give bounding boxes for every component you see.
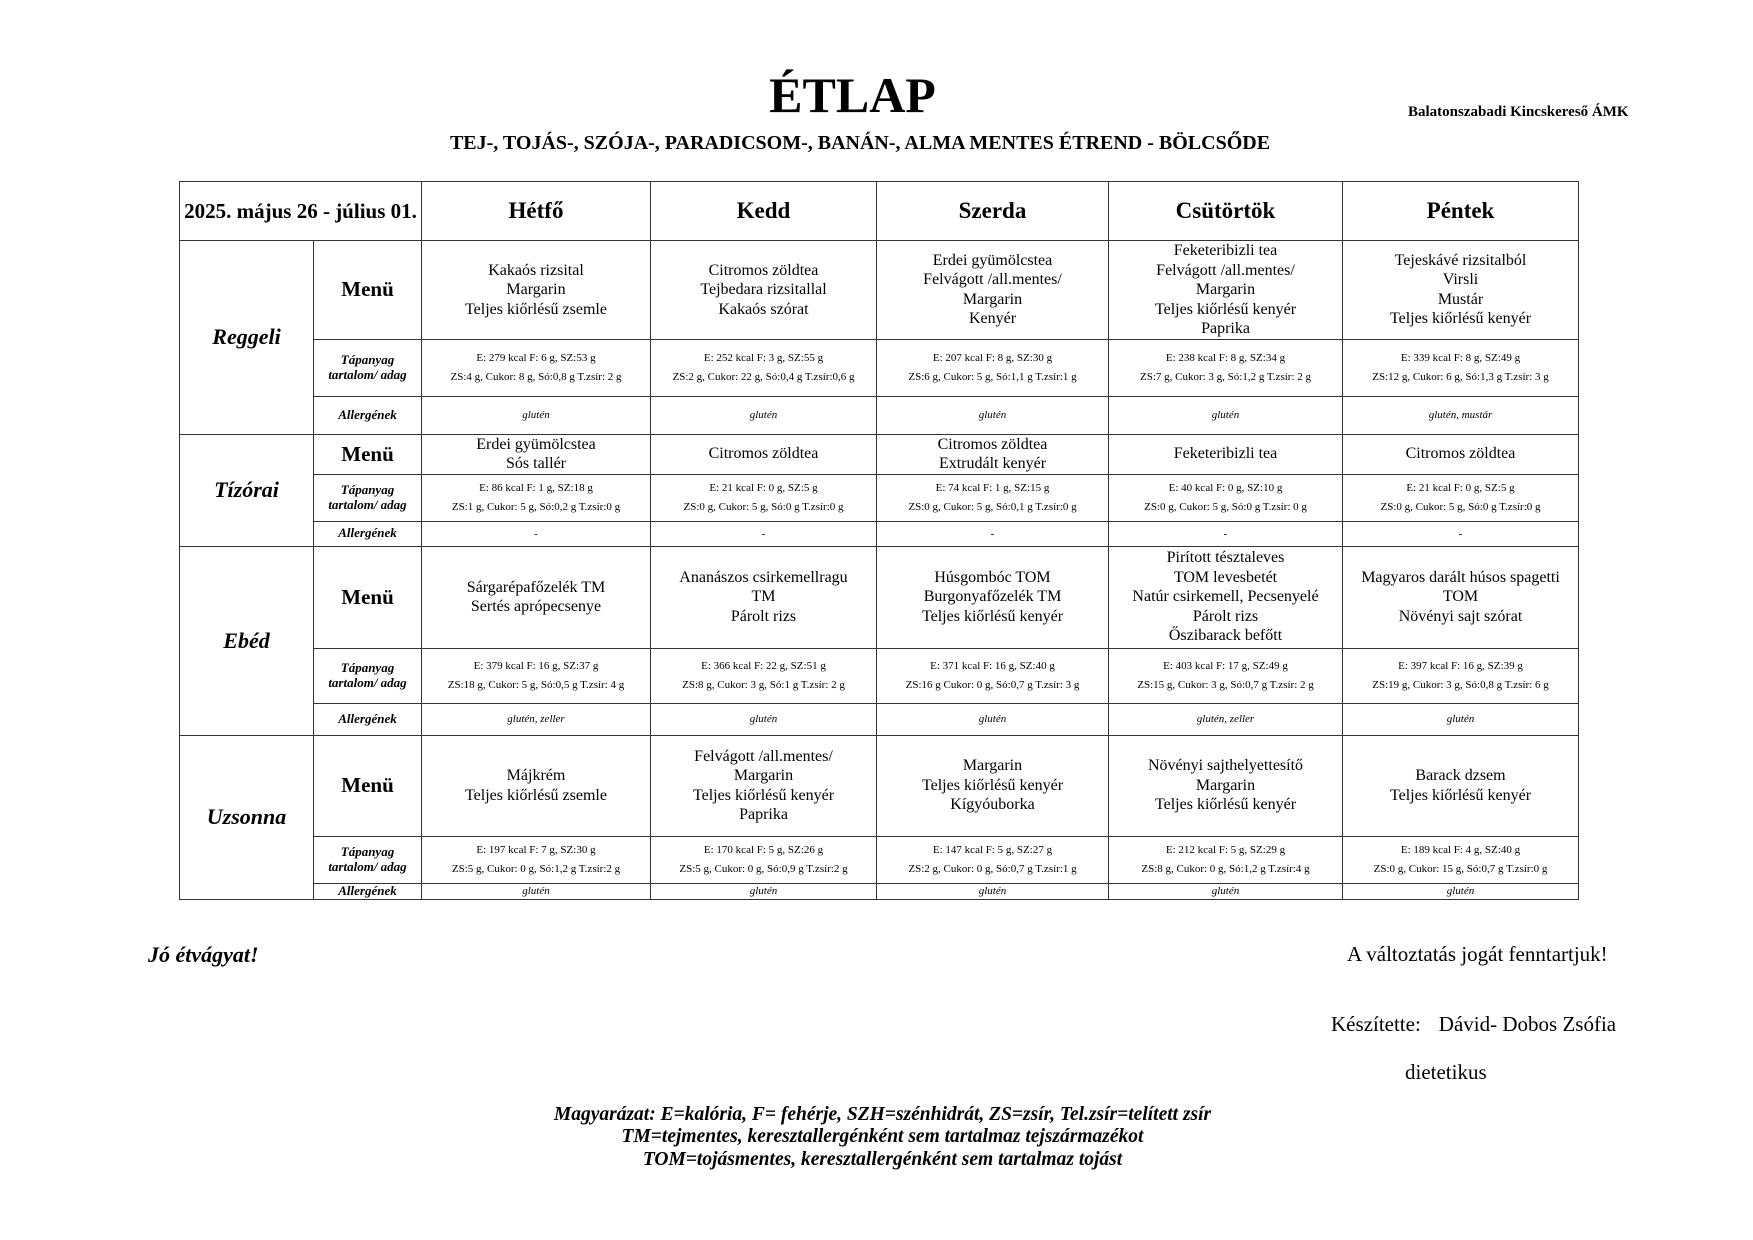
allergen-cell-tuesday: glutén [651, 883, 877, 899]
allergen-cell-friday: - [1343, 521, 1579, 546]
nutrition-line: ZS:5 g, Cukor: 0 g, Só:1,2 g T.zsír:2 g [451, 862, 621, 875]
row-label-allergens: Allergének [314, 883, 422, 899]
nutrition-line: ZS:8 g, Cukor: 0 g, Só:1,2 g T.zsír:4 g [1141, 862, 1310, 875]
nutrition-line: ZS:8 g, Cukor: 3 g, Só:1 g T.zsír: 2 g [682, 678, 845, 691]
nutrition-cell-wednesday [877, 836, 1109, 883]
nutrition-line: E: 74 kcal F: 1 g, SZ:15 g [935, 481, 1050, 494]
nutrition-line: ZS:18 g, Cukor: 5 g, Só:0,5 g T.zsír: 4 g [447, 678, 625, 691]
day-header-monday: Hétfő [422, 182, 651, 241]
nutrition-line: E: 252 kcal F: 3 g, SZ:55 g [703, 351, 824, 364]
legend-line: Magyarázat: E=kalória, F= fehérje, SZH=szénhidrát, ZS=zsír, Tel.zsír=telített zsír [553, 1104, 1212, 1125]
day-header-friday: Péntek [1343, 182, 1579, 241]
allergen-cell-monday: glutén [422, 396, 651, 434]
nutrition-cell-friday [1343, 339, 1579, 396]
menu-cell-friday: Magyaros darált húsos spagetti TOM Növényi sajt szórat [1343, 546, 1579, 648]
allergen-cell-monday: - [422, 521, 651, 546]
nutrition-line: E: 212 kcal F: 5 g, SZ:29 g [1165, 843, 1286, 856]
institution-name: Balatonszabadi Kincskereső ÁMK [1408, 104, 1629, 120]
nutrition-cell-thursday [1109, 339, 1343, 396]
allergen-row [180, 703, 1579, 735]
allergen-cell-friday: glutén [1343, 703, 1579, 735]
row-label-allergens: Allergének [314, 396, 422, 434]
author-role: dietetikus [1405, 1060, 1487, 1084]
nutrition-cell-thursday [1109, 648, 1343, 703]
nutrition-cell-friday [1343, 648, 1579, 703]
day-header-wednesday: Szerda [877, 182, 1109, 241]
allergen-cell-wednesday: glutén [877, 883, 1109, 899]
menu-cell-tuesday: Felvágott /all.mentes/ Margarin Teljes kiőrlésű kenyér Paprika [651, 735, 877, 836]
menu-cell-friday: Barack dzsem Teljes kiőrlésű kenyér [1343, 735, 1579, 836]
allergen-cell-wednesday: - [877, 521, 1109, 546]
allergen-cell-monday: glutén [422, 883, 651, 899]
row-label-allergens: Allergének [314, 703, 422, 735]
nutrition-cell-monday [422, 339, 651, 396]
nutrition-line: E: 379 kcal F: 16 g, SZ:37 g [473, 659, 599, 672]
nutrition-line: E: 397 kcal F: 16 g, SZ:39 g [1398, 659, 1523, 672]
menu-cell-monday: Kakaós rizsital Margarin Teljes kiőrlésű zsemle [422, 241, 651, 340]
nutrition-cell-tuesday [651, 648, 877, 703]
nutrition-line: ZS:7 g, Cukor: 3 g, Só:1,2 g T.zsír: 2 g [1139, 370, 1311, 383]
disclaimer: A változtatás jogát fenntartjuk! [1347, 942, 1608, 966]
menu-row [180, 735, 1579, 836]
nutrition-cell-tuesday [651, 339, 877, 396]
nutrition-line: ZS:1 g, Cukor: 5 g, Só:0,2 g T.zsír:0 g [451, 500, 621, 513]
nutrition-cell-friday [1343, 836, 1579, 883]
nutrition-line: E: 366 kcal F: 22 g, SZ:51 g [701, 659, 826, 672]
nutrition-line: ZS:4 g, Cukor: 8 g, Só:0,8 g T.zsír: 2 g [450, 370, 622, 383]
menu-cell-wednesday: Húsgombóc TOM Burgonyafőzelék TM Teljes kiőrlésű kenyér [877, 546, 1109, 648]
menu-cell-wednesday: Margarin Teljes kiőrlésű kenyér Kígyóuborka [877, 735, 1109, 836]
allergen-row [180, 396, 1579, 434]
row-label-allergens: Allergének [314, 521, 422, 546]
nutrition-line: E: 339 kcal F: 8 g, SZ:49 g [1400, 351, 1521, 364]
nutrition-line: ZS:5 g, Cukor: 0 g, Só:0,9 g T.zsír:2 g [679, 862, 848, 875]
row-label-menu: Menü [314, 735, 422, 836]
nutrition-line: E: 197 kcal F: 7 g, SZ:30 g [476, 843, 596, 856]
page-title: ÉTLAP [769, 67, 936, 123]
allergen-cell-tuesday: glutén [651, 396, 877, 434]
meal-name: Ebéd [180, 546, 314, 735]
row-label-menu: Menü [314, 434, 422, 474]
nutrition-line: E: 21 kcal F: 0 g, SZ:5 g [1406, 481, 1515, 494]
nutrition-line: E: 86 kcal F: 1 g, SZ:18 g [479, 481, 593, 494]
allergen-cell-thursday: glutén [1109, 883, 1343, 899]
greeting: Jó étvágyat! [148, 942, 259, 967]
nutrition-cell-wednesday [877, 339, 1109, 396]
row-label-menu: Menü [314, 241, 422, 340]
menu-cell-tuesday: Citromos zöldtea [651, 434, 877, 474]
menu-cell-monday: Erdei gyümölcstea Sós tallér [422, 434, 651, 474]
nutrition-cell-monday [422, 648, 651, 703]
allergen-cell-monday: glutén, zeller [422, 703, 651, 735]
nutrition-line: ZS:0 g, Cukor: 5 g, Só:0 g T.zsír:0 g [683, 500, 844, 513]
allergen-cell-friday: glutén [1343, 883, 1579, 899]
nutrition-line: ZS:6 g, Cukor: 5 g, Só:1,1 g T.zsír:1 g [908, 370, 1077, 383]
menu-cell-thursday: Feketeribizli tea Felvágott /all.mentes/ Margarin Teljes kiőrlésű kenyér Paprika [1109, 241, 1343, 340]
allergen-cell-wednesday: glutén [877, 703, 1109, 735]
menu-cell-friday: Citromos zöldtea [1343, 434, 1579, 474]
author-line [1331, 1012, 1616, 1037]
legend-line: TM=tejmentes, keresztallergénként sem tartalmaz tejszármazékot [621, 1126, 1144, 1148]
date-range: 2025. május 26 - július 01. [180, 182, 422, 241]
nutrition-line: ZS:2 g, Cukor: 22 g, Só:0,4 g T.zsír:0,6 g [672, 370, 855, 383]
nutrition-line: E: 371 kcal F: 16 g, SZ:40 g [930, 659, 1055, 672]
nutrition-line: ZS:0 g, Cukor: 5 g, Só:0,1 g T.zsír:0 g [908, 500, 1077, 513]
nutrition-line: E: 40 kcal F: 0 g, SZ:10 g [1168, 481, 1283, 494]
nutrition-line: E: 403 kcal F: 17 g, SZ:49 g [1163, 659, 1288, 672]
nutrition-row [180, 474, 1579, 521]
nutrition-cell-tuesday [651, 474, 877, 521]
nutrition-cell-friday [1343, 474, 1579, 521]
row-label-nutrition: Tápanyag tartalom/ adag [314, 836, 422, 883]
row-label-nutrition: Tápanyag tartalom/ adag [314, 648, 422, 703]
nutrition-row [180, 339, 1579, 396]
menu-cell-thursday: Növényi sajthelyettesítő Margarin Teljes kiőrlésű kenyér [1109, 735, 1343, 836]
nutrition-line: ZS:2 g, Cukor: 0 g, Só:0,7 g T.zsír:1 g [908, 862, 1077, 875]
nutrition-line: E: 170 kcal F: 5 g, SZ:26 g [703, 843, 824, 856]
table-header-row [180, 182, 1579, 241]
allergen-cell-friday: glutén, mustár [1343, 396, 1579, 434]
nutrition-cell-wednesday [877, 474, 1109, 521]
row-label-nutrition: Tápanyag tartalom/ adag [314, 474, 422, 521]
allergen-cell-tuesday: - [651, 521, 877, 546]
nutrition-row [180, 836, 1579, 883]
author-label: Készítette: [1331, 1012, 1421, 1036]
author-name: Dávid- Dobos Zsófia [1438, 1012, 1617, 1036]
menu-table [179, 181, 1579, 900]
allergen-cell-tuesday: glutén [651, 703, 877, 735]
nutrition-line: E: 279 kcal F: 6 g, SZ:53 g [476, 351, 596, 364]
nutrition-line: E: 189 kcal F: 4 g, SZ:40 g [1400, 843, 1521, 856]
allergen-cell-thursday: - [1109, 521, 1343, 546]
row-label-nutrition: Tápanyag tartalom/ adag [314, 339, 422, 396]
nutrition-line: E: 238 kcal F: 8 g, SZ:34 g [1165, 351, 1286, 364]
nutrition-cell-thursday [1109, 836, 1343, 883]
nutrition-line: E: 207 kcal F: 8 g, SZ:30 g [932, 351, 1053, 364]
menu-cell-tuesday: Citromos zöldtea Tejbedara rizsitallal Kakaós szórat [651, 241, 877, 340]
menu-cell-wednesday: Erdei gyümölcstea Felvágott /all.mentes/ Margarin Kenyér [877, 241, 1109, 340]
menu-cell-tuesday: Ananászos csirkemellragu TM Párolt rizs [651, 546, 877, 648]
allergen-row [180, 521, 1579, 546]
allergen-cell-thursday: glutén, zeller [1109, 703, 1343, 735]
menu-row [180, 241, 1579, 340]
menu-cell-friday: Tejeskávé rizsitalból Virsli Mustár Teljes kiőrlésű kenyér [1343, 241, 1579, 340]
nutrition-line: ZS:15 g, Cukor: 3 g, Só:0,7 g T.zsír: 2 g [1137, 678, 1314, 691]
menu-cell-thursday: Feketeribizli tea [1109, 434, 1343, 474]
menu-row [180, 546, 1579, 648]
nutrition-row [180, 648, 1579, 703]
day-header-tuesday: Kedd [651, 182, 877, 241]
row-label-menu: Menü [314, 546, 422, 648]
nutrition-line: ZS:0 g, Cukor: 5 g, Só:0 g T.zsír: 0 g [1144, 500, 1307, 513]
allergen-cell-thursday: glutén [1109, 396, 1343, 434]
legend [0, 1104, 1753, 1171]
nutrition-line: ZS:16 g Cukor: 0 g, Só:0,7 g T.zsír: 3 g [905, 678, 1080, 691]
nutrition-line: E: 21 kcal F: 0 g, SZ:5 g [709, 481, 818, 494]
menu-cell-wednesday: Citromos zöldtea Extrudált kenyér [877, 434, 1109, 474]
legend-line: TOM=tojásmentes, keresztallergénként sem tartalmaz tojást [642, 1148, 1123, 1170]
day-header-thursday: Csütörtök [1109, 182, 1343, 241]
nutrition-cell-monday [422, 836, 651, 883]
menu-cell-thursday: Pirított tésztaleves TOM levesbetét Natúr csirkemell, Pecsenyelé Párolt rizs Őszibarack befőtt [1109, 546, 1343, 648]
meal-name: Reggeli [180, 241, 314, 435]
allergen-row [180, 883, 1579, 899]
nutrition-cell-tuesday [651, 836, 877, 883]
meal-name: Tízórai [180, 434, 314, 546]
meal-name: Uzsonna [180, 735, 314, 899]
menu-cell-monday: Sárgarépafőzelék TM Sertés aprópecsenye [422, 546, 651, 648]
nutrition-line: ZS:0 g, Cukor: 15 g, Só:0,7 g T.zsír:0 g [1373, 862, 1548, 875]
nutrition-cell-monday [422, 474, 651, 521]
nutrition-line: ZS:12 g, Cukor: 6 g, Só:1,3 g T.zsír: 3 g [1372, 370, 1549, 383]
nutrition-line: E: 147 kcal F: 5 g, SZ:27 g [932, 843, 1053, 856]
nutrition-cell-wednesday [877, 648, 1109, 703]
menu-row [180, 434, 1579, 474]
nutrition-cell-thursday [1109, 474, 1343, 521]
allergen-cell-wednesday: glutén [877, 396, 1109, 434]
nutrition-line: ZS:19 g, Cukor: 3 g, Só:0,8 g T.zsír: 6 g [1372, 678, 1549, 691]
nutrition-line: ZS:0 g, Cukor: 5 g, Só:0 g T.zsír:0 g [1380, 500, 1541, 513]
menu-cell-monday: Májkrém Teljes kiőrlésű zsemle [422, 735, 651, 836]
page-subtitle: TEJ-, TOJÁS-, SZÓJA-, PARADICSOM-, BANÁN-, ALMA MENTES ÉTREND - BÖLCSŐDE [449, 132, 1271, 154]
